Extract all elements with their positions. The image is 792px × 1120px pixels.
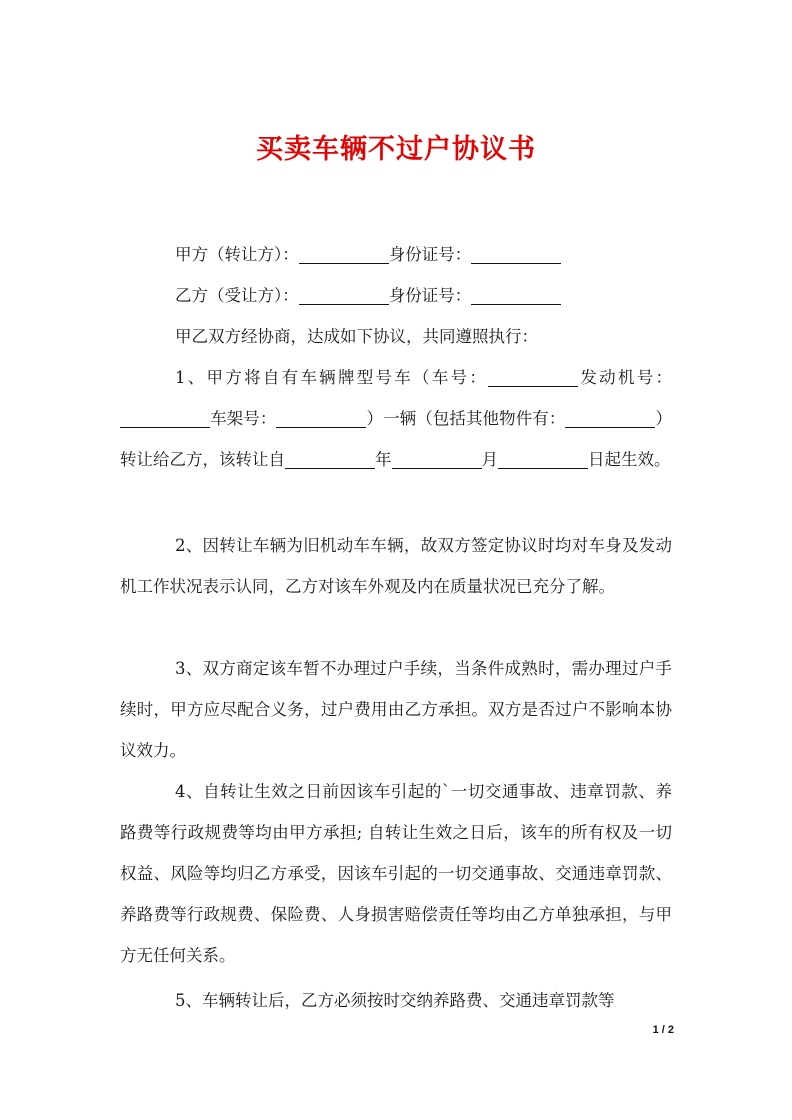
day-blank [498, 450, 588, 469]
party-b-id-label: 身份证号： [388, 286, 472, 305]
document-title: 买卖车辆不过户协议书 [256, 134, 536, 165]
clause-1-month-label: 月 [481, 450, 498, 469]
party-a-label: 甲方（转让方）： [175, 245, 299, 264]
page-number: 1 / 2 [652, 1024, 674, 1036]
party-b-label: 乙方（受让方）： [175, 286, 299, 305]
frame-number-blank [276, 409, 366, 428]
plate-number-blank [488, 368, 578, 387]
month-blank [392, 450, 482, 469]
clause-1-text-5: ）转让给乙方，该转让自 [120, 409, 673, 469]
party-a-id-blank [471, 245, 561, 264]
clause-1-text-4: ）一辆（包括其他物件有： [366, 409, 566, 428]
party-a-name-blank [299, 245, 389, 264]
clause-1-text-1: 1、甲方将自有车辆牌型号车（车号： [175, 368, 489, 387]
party-b-line [120, 275, 672, 316]
clause-2: 2、因转让车辆为旧机动车车辆，故双方签定协议时均对车身及发动机工作状况表示认同，乙方对该车外观及内在质量状况已充分了解。 [120, 536, 672, 596]
clause-1 [120, 357, 672, 480]
intro-paragraph: 甲乙双方经协商，达成如下协议，共同遵照执行： [175, 327, 538, 346]
clause-3: 3、双方商定该车暂不办理过户手续，当条件成熟时，需办理过户手续时，甲方应尽配合义务，过户费用由乙方承担。双方是否过户不影响本协议效力。 [120, 659, 672, 760]
clause-4: 4、自转让生效之日前因该车引起的`一切交通事故、违章罚款、养路费等行政规费等均由甲方承担; 自转让生效之日后，该车的所有权及一切权益、风险等均归乙方承受，因该车引起的一切交通事故、交通违章罚款、养路费等行政规费、保险费、人身损害赔偿责任等均由乙方单独承担，与甲方无任何关系。 [120, 782, 672, 965]
clause-1-text-3: 车架号： [210, 409, 277, 428]
party-b-id-blank [471, 286, 561, 305]
clause-1-year-label: 年 [375, 450, 392, 469]
clause-1-text-2: 发动机号： [578, 368, 673, 387]
year-blank [285, 450, 375, 469]
party-b-name-blank [299, 286, 389, 305]
clause-1-text-8: 日起生效。 [588, 450, 671, 469]
clause-5: 5、车辆转让后，乙方必须按时交纳养路费、交通违章罚款等 [175, 991, 615, 1010]
party-a-id-label: 身份证号： [388, 245, 472, 264]
other-items-blank [565, 409, 655, 428]
engine-number-blank [120, 409, 210, 428]
party-a-line [120, 234, 672, 275]
